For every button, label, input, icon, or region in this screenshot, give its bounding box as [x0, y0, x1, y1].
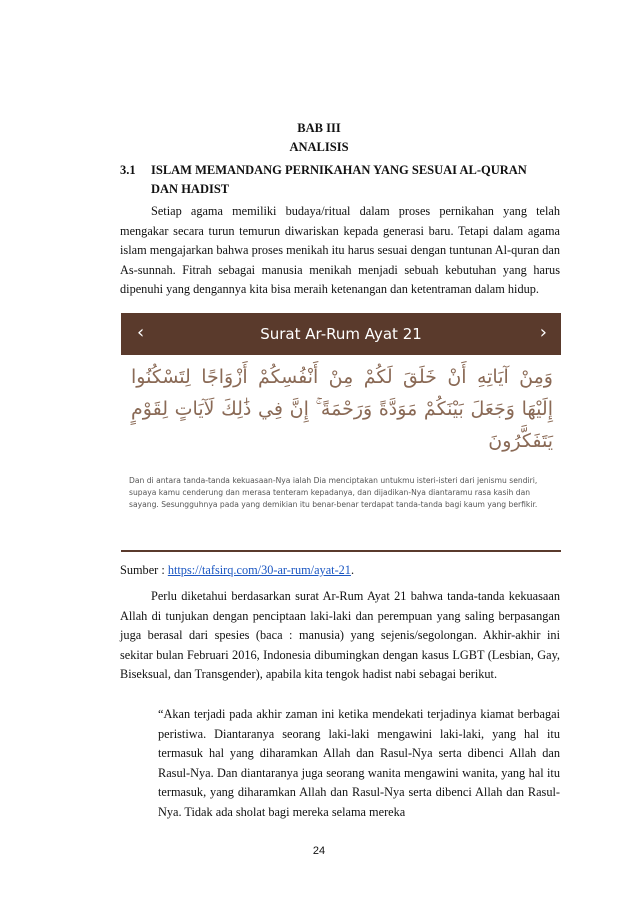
paragraph-analysis: Perlu diketahui berdasarkan surat Ar-Rum Ayat 21 bahwa tanda-tanda kekuasaan Allah di tunjukan dengan penciptaan laki-laki dan perempuan yang saling berpasangan juga berasal dari spesies (baca : manusia) yang sejenis/segolongan. Akhir-akhir ini sekitar bulan Februari 2016, Indonesia dibumingkan dengan kasus LGBT (Lesbian, Gay, Biseksual, dan Transgender), apabila kita tengok hadist nabi sebagai berikut.: [120, 589, 560, 681]
source-suffix: .: [350, 563, 355, 577]
verse-header-bar: [121, 313, 561, 355]
figure-source: [120, 563, 354, 578]
chapter-title: ANALISIS: [289, 140, 349, 154]
arabic-verse-text: وَمِنْ آيَاتِهِ أَنْ خَلَقَ لَكُمْ مِنْ أَنْفُسِكُمْ أَزْوَاجًا لِتَسْكُنُوا إِلَيْهَا وَجَعَلَ بَيْنَكُمْ مَوَدَّةً وَرَحْمَةً ۚ إِنَّ فِي ذَٰلِكَ لَآيَاتٍ لِقَوْمٍ يَتَفَكَّرُونَ: [131, 366, 553, 452]
chapter-label: BAB III: [297, 121, 341, 135]
hadith-quote: “Akan terjadi pada akhir zaman ini ketika mendekati terjadinya kiamat berbagai peristiwa. Diantaranya seorang laki-laki mengawini laki-laki, yang hal itu termasuk hal yang diharamkan Allah dan Rasul-Nya serta dibenci Allah dan Rasul-Nya. Dan diantaranya juga seorang wanita mengawini wanita, yang hal itu termasuk, yang diharamkan Allah dan Rasul-Nya serta dibenci Allah dan Rasul-Nya. Tidak ada sholat bagi mereka selama mereka: [158, 707, 560, 819]
source-link[interactable]: https://tafsirq.com/30-ar-rum/ayat-21: [167, 563, 351, 577]
chevron-right-icon[interactable]: ›: [539, 322, 547, 343]
quran-verse-figure: [121, 313, 561, 553]
verse-translation: Dan di antara tanda-tanda kekuasaan-Nya ialah Dia menciptakan untukmu isteri-isteri dari jenismu sendiri, supaya kamu cenderung dan merasa tenteram kepadanya, dan dijadikan-Nya diantaramu rasa kasih dan sayang. Sesungguhnya pada yang demikian itu benar-benar terdapat tanda-tanda bagi kaum yang berfikir.: [129, 476, 538, 509]
chevron-left-icon[interactable]: ‹: [137, 322, 145, 343]
section-number: 3.1: [120, 163, 136, 177]
paragraph-intro: Setiap agama memiliki budaya/ritual dalam proses pernikahan yang telah mengakar secara turun temurun diwariskan kepada generasi baru. Tetapi dalam agama islam mengajarkan bahwa proses menikah itu harus sesuai dengan tuntunan Al-quran dan As-sunnah. Fitrah sebagai manusia menikah menjadi sebuah kebutuhan yang harus dipenuhi yang dengannya kita bisa meraih ketenangan dan ketentraman dalam hidup.: [120, 204, 560, 296]
section-title: ISLAM MEMANDANG PERNIKAHAN YANG SESUAI AL-QURAN DAN HADIST: [151, 163, 527, 196]
figure-bottom-border: [121, 550, 561, 552]
verse-title: Surat Ar-Rum Ayat 21: [260, 325, 422, 343]
source-label: Sumber :: [120, 563, 168, 577]
page-number: 24: [312, 845, 326, 857]
